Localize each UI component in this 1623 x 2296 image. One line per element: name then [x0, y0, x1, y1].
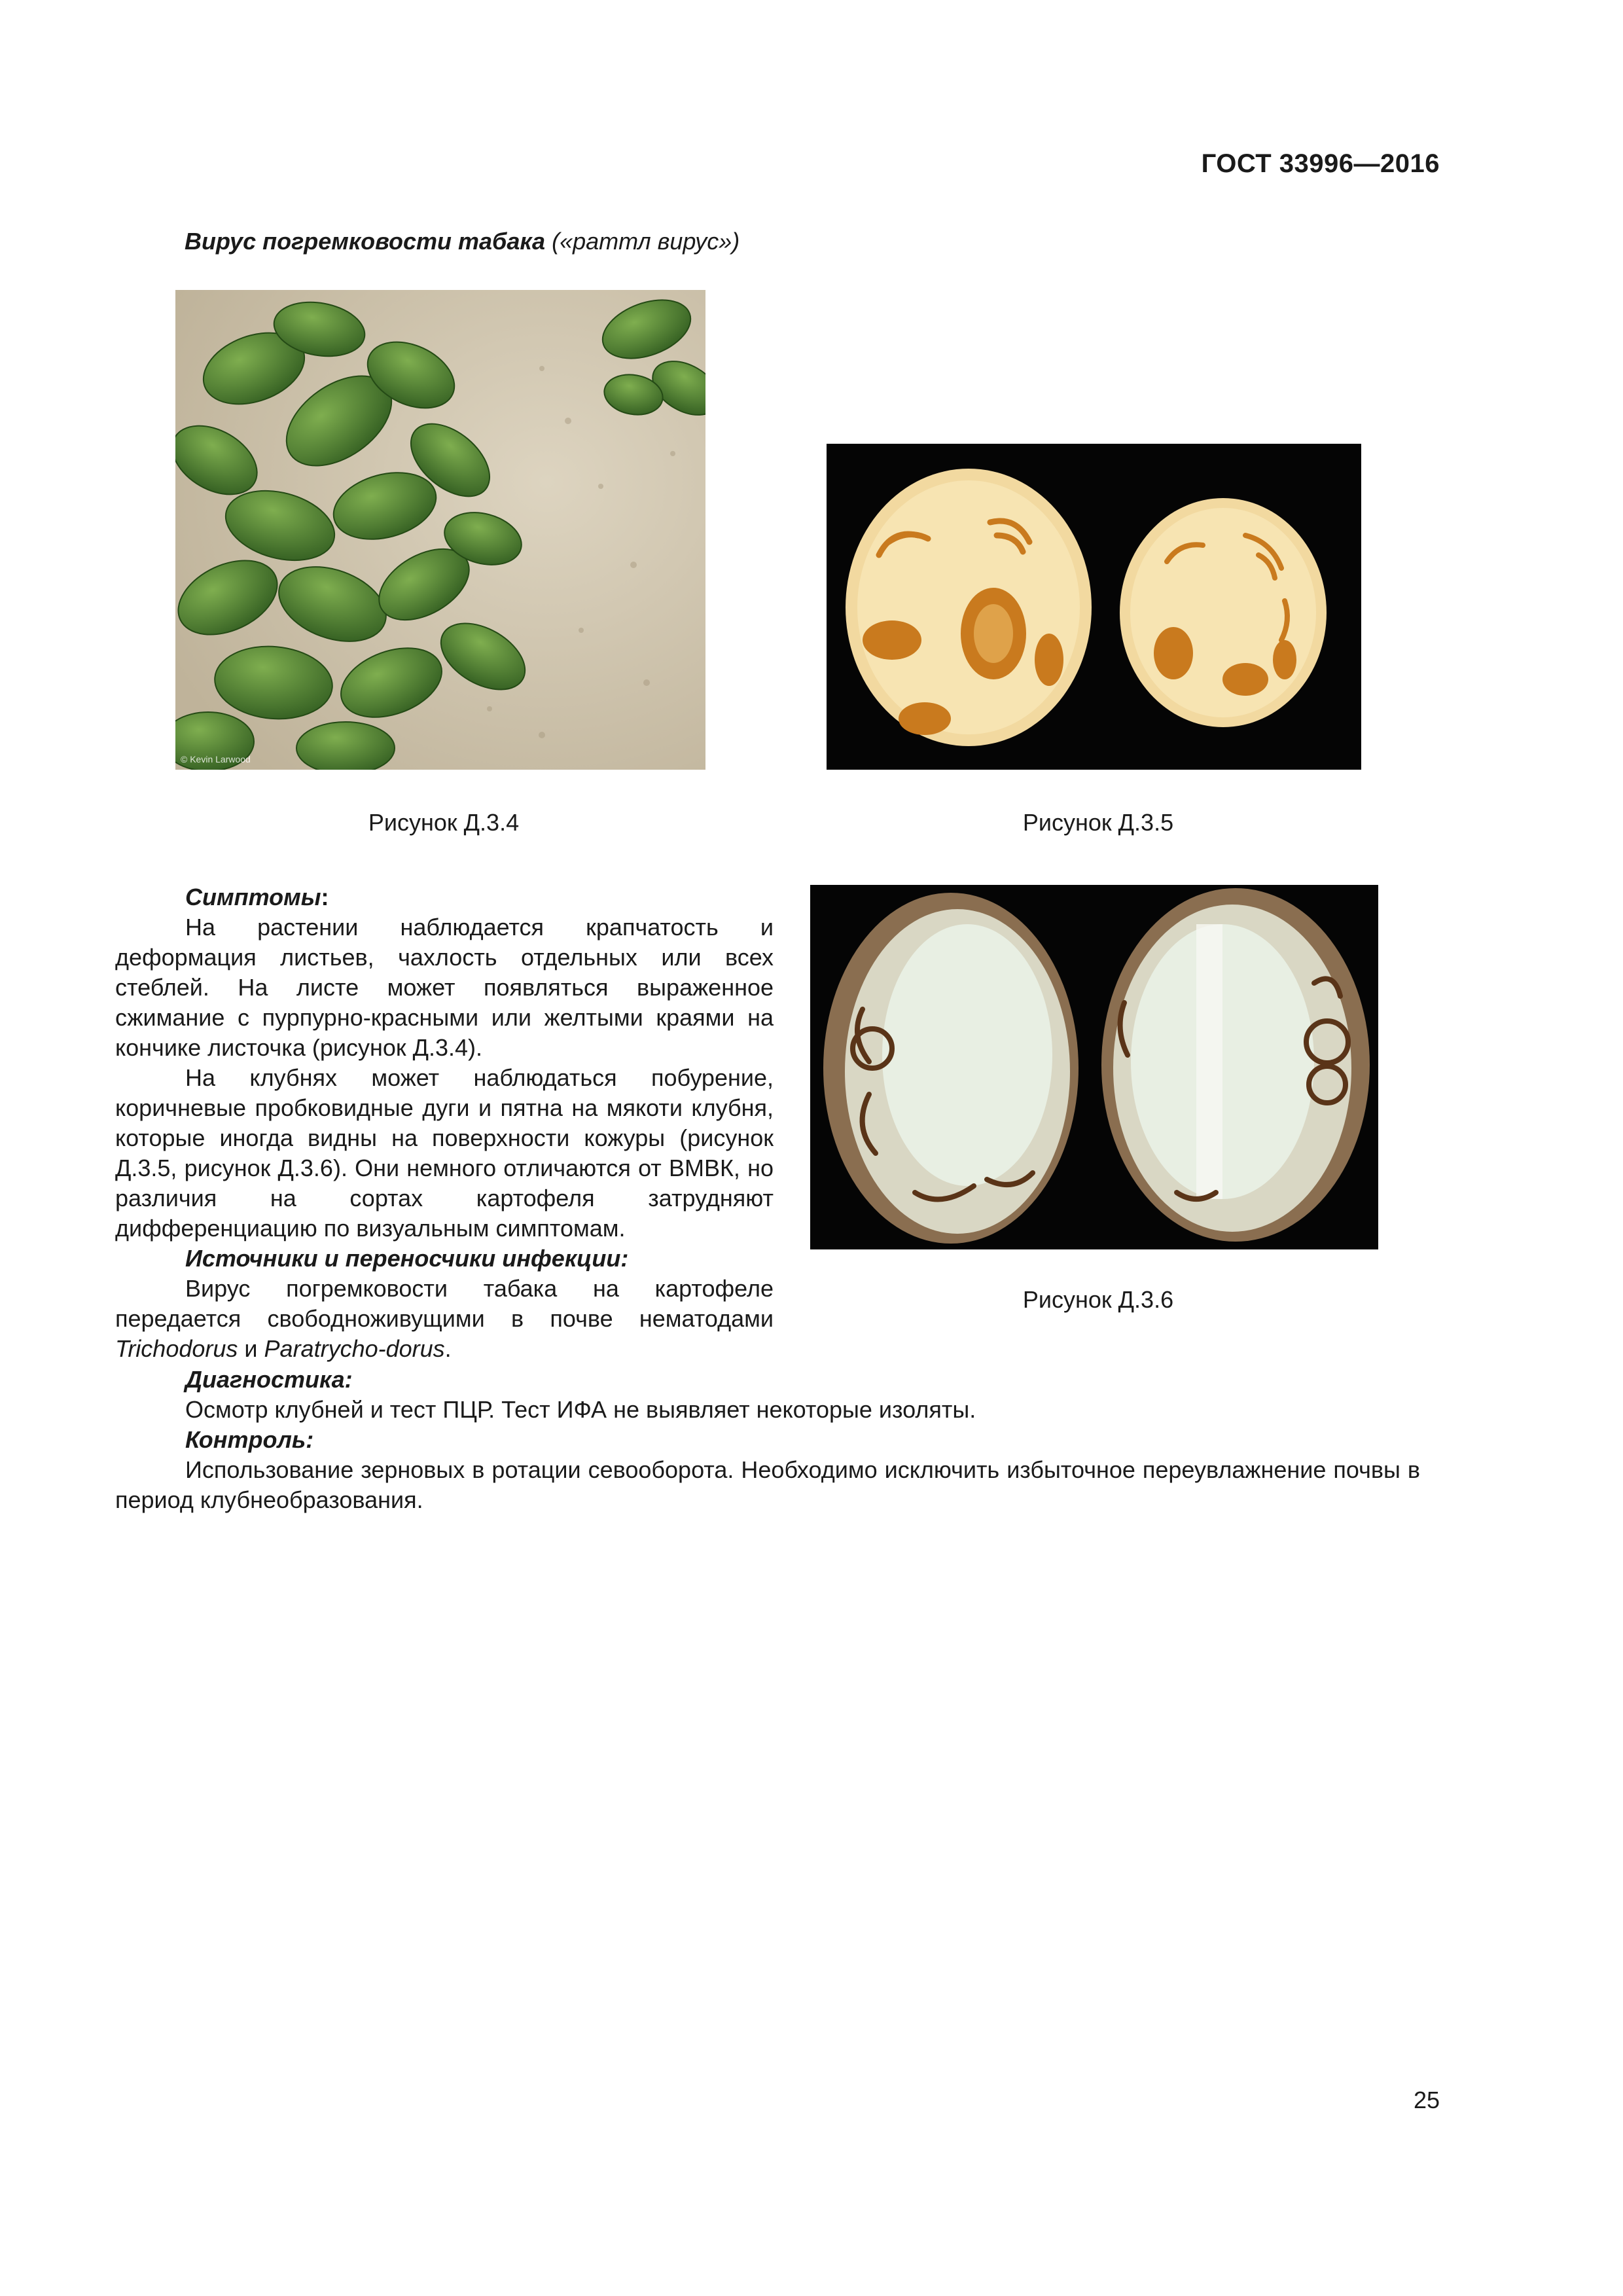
- figure-d36-photo: [810, 885, 1378, 1249]
- page-number: 25: [1413, 2087, 1440, 2113]
- control-paragraph: Использование зерновых в ротации севооборота. Необходимо исключить избыточное переувлажнение почвы в период клубнеобразования.: [115, 1456, 1420, 1513]
- figure-d34-photo: [175, 290, 705, 770]
- figure-d35-caption: Рисунок Д.3.5: [1022, 809, 1174, 836]
- figure-d34-caption: Рисунок Д.3.4: [368, 809, 520, 836]
- full-width-text: [115, 1365, 1420, 1515]
- sources-paragraph: Вирус погремковости табака на картофеле передается свободноживущими в почве нематодами Trichodorus и Paratrycho-dorus.: [115, 1275, 774, 1362]
- left-column-text: [115, 882, 774, 1364]
- figure-d35-photo: [827, 444, 1361, 770]
- symptoms-heading: Симптомы:: [185, 884, 329, 910]
- diagnostics-heading: Диагностика:: [185, 1366, 353, 1393]
- control-heading: Контроль:: [185, 1426, 314, 1453]
- sources-heading: Источники и переносчики инфекции:: [185, 1245, 629, 1272]
- symptoms-paragraph-2: На клубнях может наблюдаться побурение, коричневые пробковидные дуги и пятна на мякоти клубня, которые иногда видны на поверхности кожуры (рисунок Д.3.5, рисунок Д.3.6). Они немного отличаются от ВМВК, но различия на сортах картофеля затрудняют дифференциацию по визуальным симптомам.: [115, 1064, 774, 1242]
- figure-d36-caption: Рисунок Д.3.6: [1022, 1286, 1174, 1313]
- symptoms-paragraph-1: На растении наблюдается крапчатость и деформация листьев, чахлость отдельных или всех стеблей. На листе может появляться выраженное сжимание с пурпурно-красными или желтыми краями на кончике листочка (рисунок Д.3.4).: [115, 914, 774, 1061]
- diagnostics-paragraph: Осмотр клубней и тест ПЦР. Тест ИФА не выявляет некоторые изоляты.: [185, 1396, 976, 1423]
- document-code: ГОСТ 33996—2016: [1201, 149, 1440, 178]
- section-title: [185, 228, 740, 255]
- section-title-note: («раттл вирус»): [545, 228, 740, 255]
- section-title-bold: Вирус погремковости табака: [185, 228, 546, 255]
- figure-d34-watermark: © Kevin Larwood: [181, 754, 251, 764]
